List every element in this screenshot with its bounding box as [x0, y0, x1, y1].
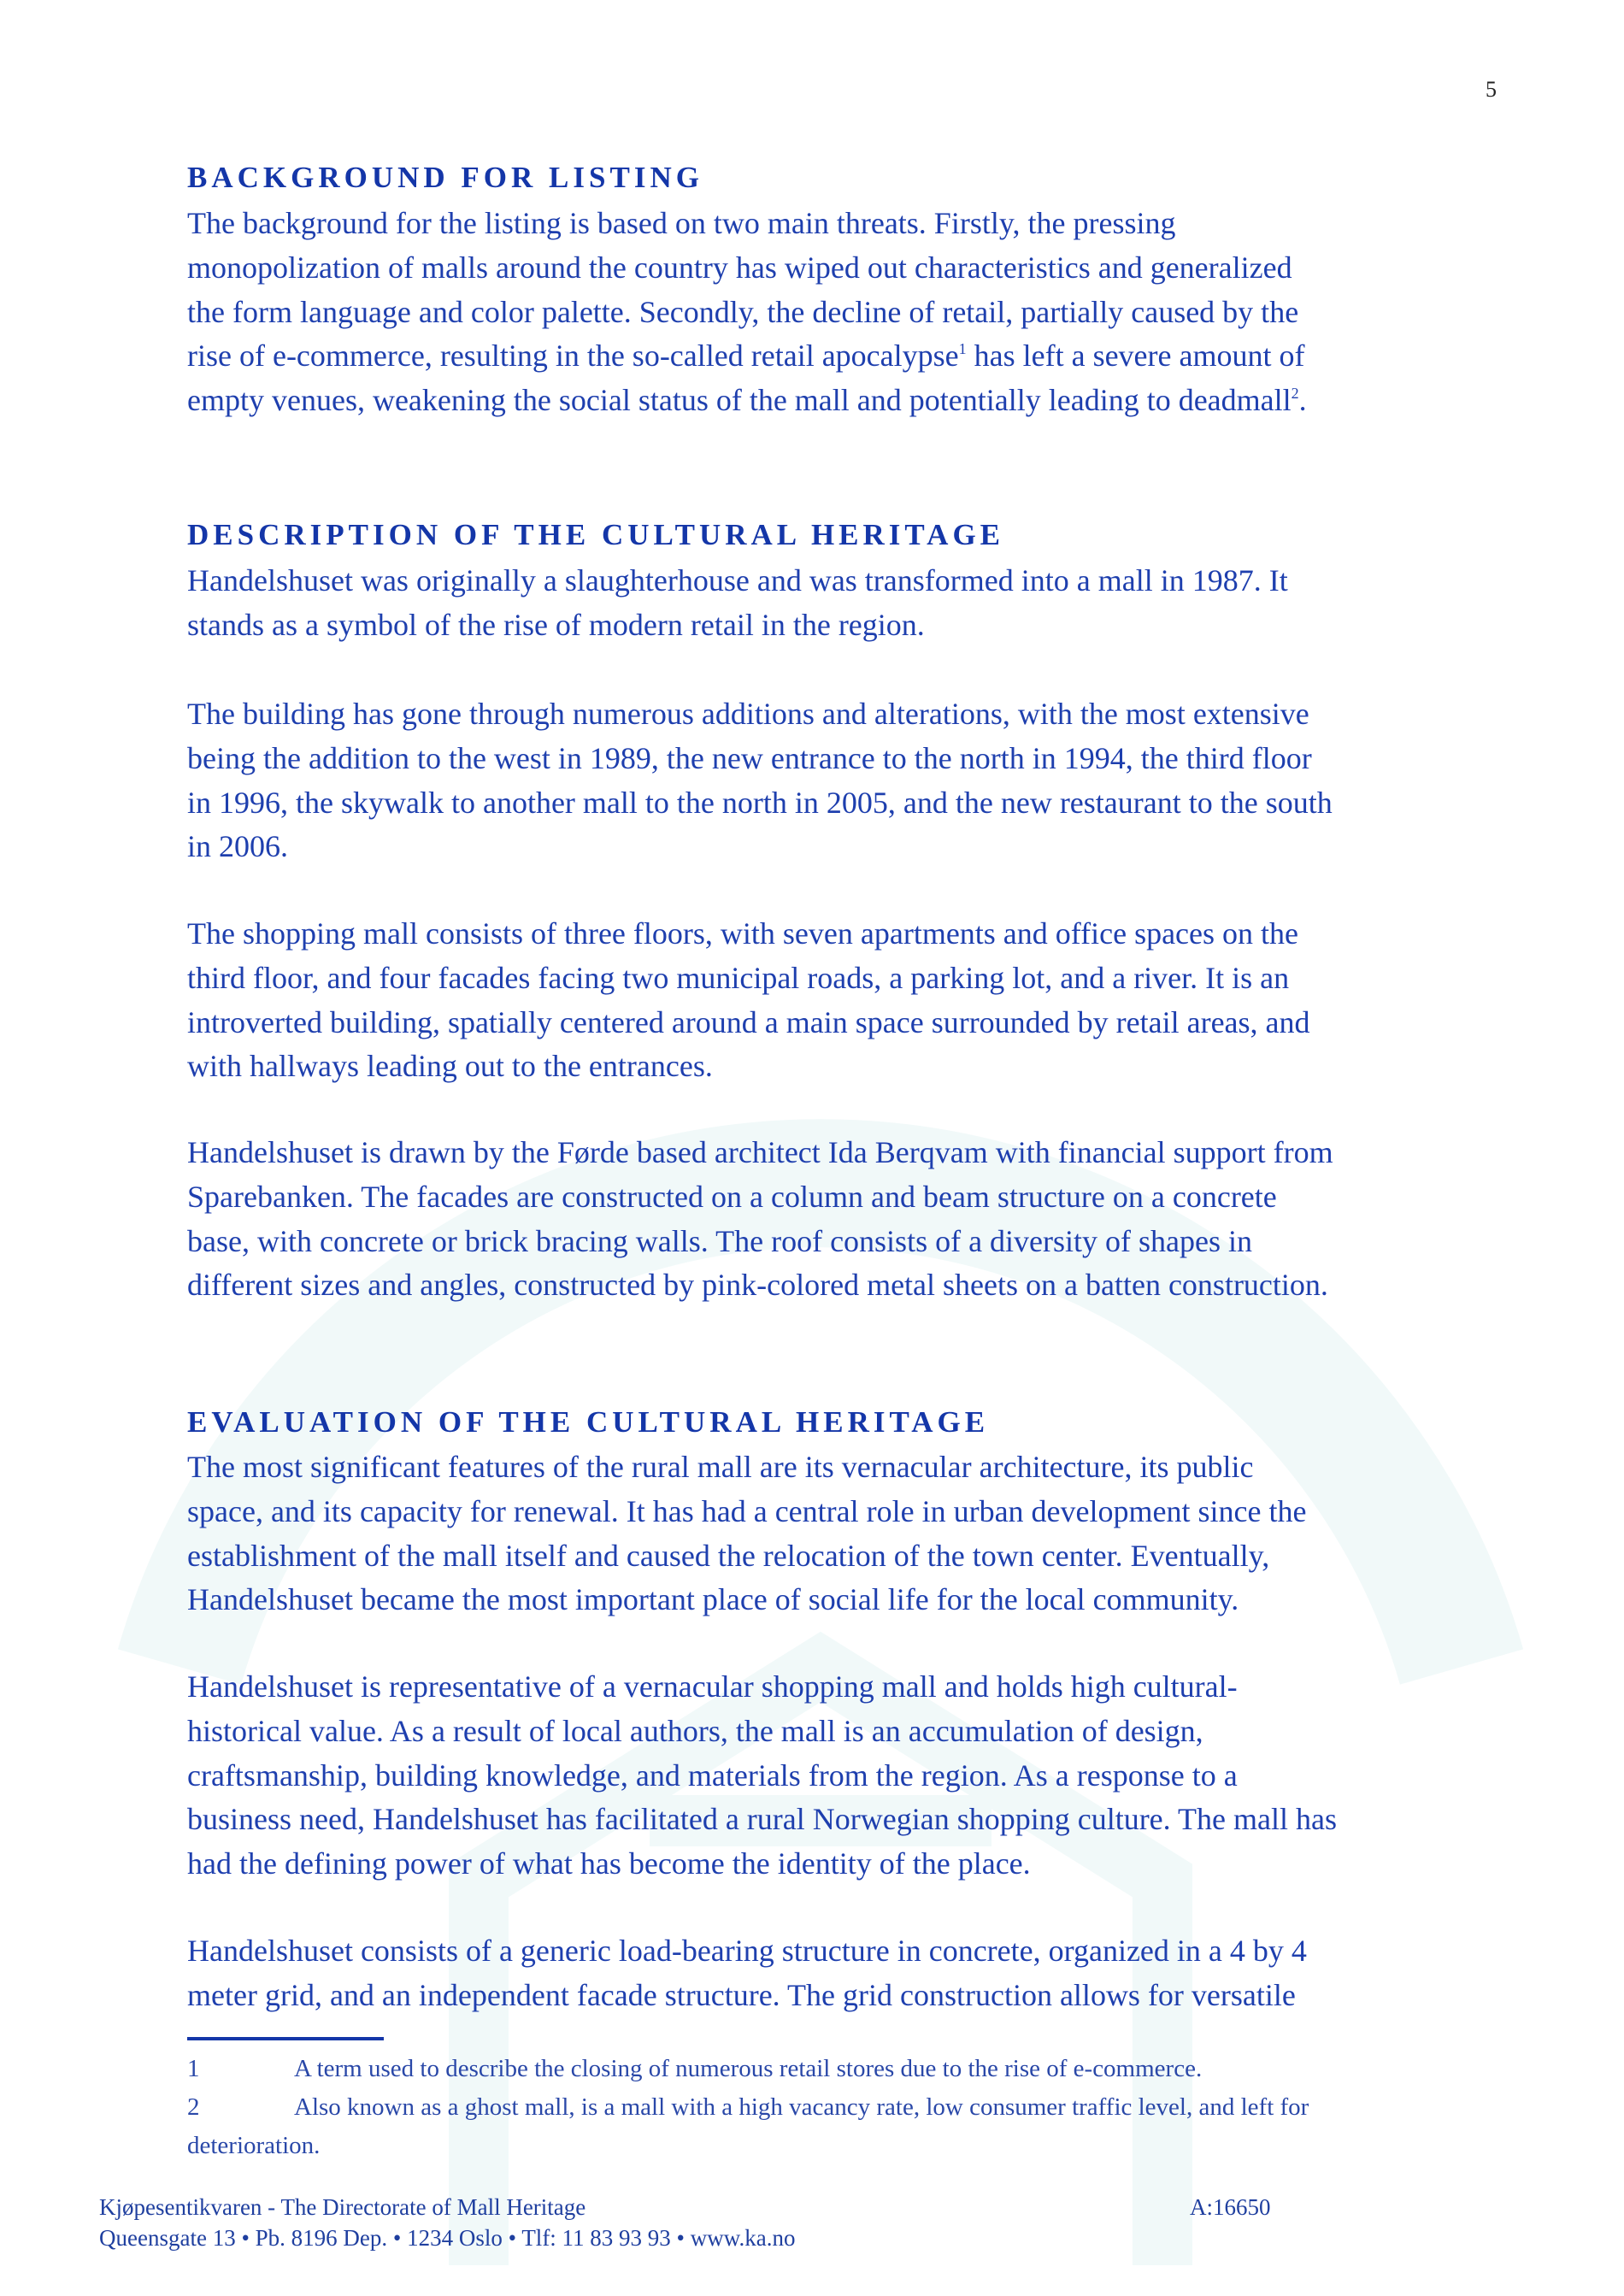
text-line: third floor, and four facades facing two municipal roads, a parking lot, and a river. It is an — [187, 960, 1290, 995]
footer-reference: A:16650 — [1190, 2194, 1271, 2220]
section-heading: DESCRIPTION OF THE CULTURAL HERITAGE — [187, 518, 1005, 551]
text-line: in 2006. — [187, 829, 289, 864]
text-line: with hallways leading out to the entrances. — [187, 1049, 713, 1084]
text-line: historical value. As a result of local authors, the mall is an accumulation of design, — [187, 1713, 1203, 1748]
text-line: different sizes and angles, constructed by pink-colored metal sheets on a batten construction. — [187, 1268, 1328, 1303]
text-line: Handelshuset is representative of a vernacular shopping mall and holds high cultural- — [187, 1669, 1238, 1704]
text-line: being the addition to the west in 1989, the new entrance to the north in 1994, the third floor — [187, 740, 1312, 775]
paragraph — [187, 692, 1333, 869]
footnote-divider — [187, 2037, 384, 2040]
text-line: monopolization of malls around the country has wiped out characteristics and generalized — [187, 250, 1292, 285]
text-line: had the defining power of what has become the identity of the place. — [187, 1846, 1031, 1881]
text-line: business need, Handelshuset has facilitated a rural Norwegian shopping culture. The mall has — [187, 1802, 1337, 1837]
footnote-number: 1 — [187, 2055, 200, 2082]
paragraph — [187, 1131, 1333, 1308]
text-line — [187, 334, 1307, 379]
footnote-number: 2 — [187, 2093, 200, 2121]
text-line: Sparebanken. The facades are constructed on a column and beam structure on a concrete — [187, 1179, 1277, 1214]
paragraph — [187, 1929, 1307, 2018]
section-heading: BACKGROUND FOR LISTING — [187, 161, 703, 194]
text-line: craftsmanship, building knowledge, and materials from the region. As a response to a — [187, 1757, 1238, 1793]
text-line: stands as a symbol of the rise of modern retail in the region. — [187, 607, 925, 642]
text-segment: has left a severe amount of — [966, 339, 1305, 374]
text-line: Handelshuset is drawn by the Førde based architect Ida Berqvam with financial support from — [187, 1135, 1333, 1169]
text-line: establishment of the mall itself and caused the relocation of the town center. Eventually, — [187, 1538, 1270, 1573]
text-line: Handelshuset became the most important place of social life for the local community. — [187, 1582, 1239, 1617]
text-line: The building has gone through numerous additions and alterations, with the most extensive — [187, 697, 1309, 731]
text-line — [187, 379, 1307, 423]
footnote-text: Also known as a ghost mall, is a mall with a high vacancy rate, low consumer traffic level, and left for — [294, 2093, 1309, 2121]
text-line: base, with concrete or brick bracing walls. The roof consists of a diversity of shapes in — [187, 1223, 1252, 1258]
footnote-reference: 1 — [958, 340, 967, 358]
footnote-2 — [187, 2088, 1309, 2165]
text-line: Handelshuset consists of a generic load-bearing structure in concrete, organized in a 4 by 4 — [187, 1934, 1307, 1968]
text-line: Handelshuset was originally a slaughterhouse and was transformed into a mall in 1987. It — [187, 563, 1288, 598]
paragraph — [187, 1445, 1306, 1622]
paragraph — [187, 202, 1307, 423]
text-segment: empty venues, weakening the social status of the mall and potentially leading to deadmall — [187, 383, 1292, 418]
text-line: the form language and color palette. Secondly, the decline of retail, partially caused by the — [187, 294, 1299, 329]
paragraph — [187, 1665, 1337, 1887]
text-segment: . — [1298, 383, 1307, 418]
text-line: space, and its capacity for renewal. It has had a central role in urban development since the — [187, 1493, 1307, 1528]
text-line: introverted building, spatially centered around a main space surrounded by retail areas, and — [187, 1004, 1310, 1039]
text-line: The most significant features of the rural mall are its vernacular architecture, its public — [187, 1450, 1254, 1484]
text-line: in 1996, the skywalk to another mall to the north in 2005, and the new restaurant to the south — [187, 785, 1333, 820]
text-segment: rise of e-commerce, resulting in the so-called retail apocalypse — [187, 339, 959, 374]
footer-organization: Kjøpesentikvaren - The Directorate of Mall Heritage — [99, 2194, 586, 2220]
footnote-text: A term used to describe the closing of numerous retail stores due to the rise of e-commerce. — [294, 2055, 1203, 2082]
footnote-text-continued: deterioration. — [187, 2132, 321, 2159]
text-line: The background for the listing is based on two main threats. Firstly, the pressing — [187, 206, 1176, 240]
text-line: The shopping mall consists of three floors, with seven apartments and office spaces on the — [187, 916, 1299, 951]
footer-address: Queensgate 13 • Pb. 8196 Dep. • 1234 Oslo • Tlf: 11 83 93 93 • www.ka.no — [99, 2225, 796, 2251]
paragraph — [187, 912, 1310, 1089]
section-heading: EVALUATION OF THE CULTURAL HERITAGE — [187, 1405, 990, 1439]
page-number: 5 — [1486, 77, 1497, 102]
paragraph — [187, 559, 1288, 648]
text-line: meter grid, and an independent facade structure. The grid construction allows for versatile — [187, 1977, 1296, 2012]
footnote-reference: 2 — [1291, 385, 1299, 403]
footnote-1 — [187, 2050, 1202, 2088]
